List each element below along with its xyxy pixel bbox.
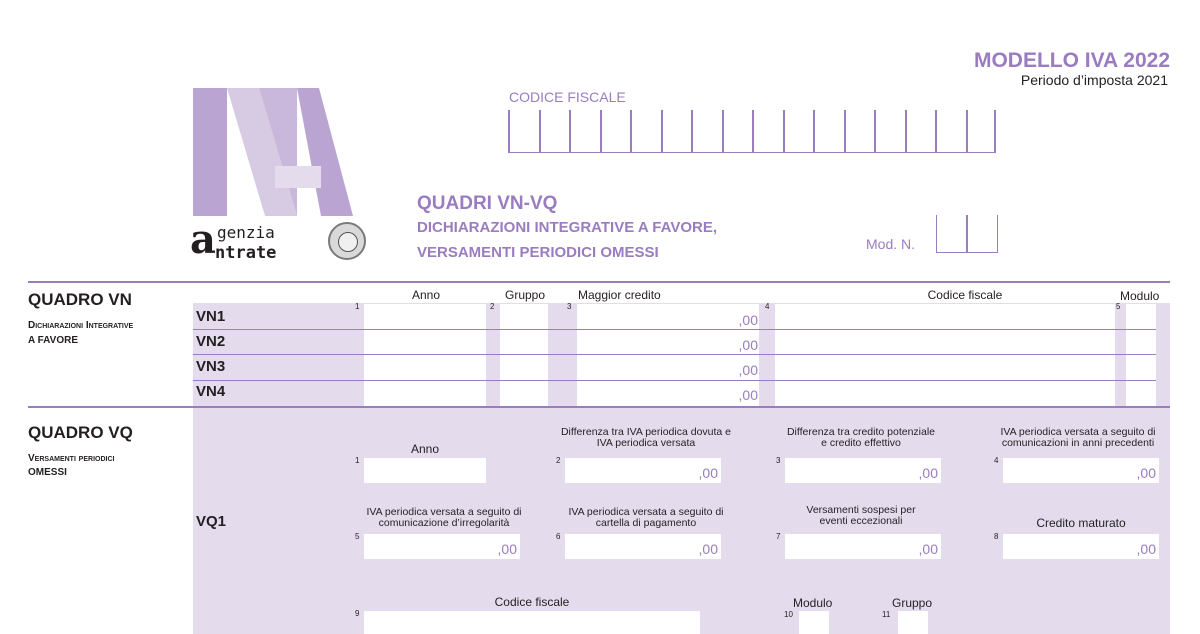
codice-fiscale-box-separator bbox=[569, 110, 571, 152]
vq-decimal-7: ,00 bbox=[918, 541, 938, 557]
vq-anno-field[interactable] bbox=[364, 458, 486, 483]
codice-fiscale-box-separator bbox=[994, 110, 996, 152]
vq-num-11: 11 bbox=[882, 610, 891, 619]
vn-row-label-2: VN2 bbox=[196, 333, 226, 350]
vq-num-3: 3 bbox=[776, 456, 781, 465]
vq-decimal-2: ,00 bbox=[698, 465, 718, 481]
vq-decimal-3: ,00 bbox=[918, 465, 938, 481]
mod-n-boxes[interactable] bbox=[936, 215, 998, 253]
vn-row-label-3: VN3 bbox=[196, 358, 226, 375]
model-title: MODELLO IVA 2022 bbox=[973, 49, 1170, 72]
vn-desc-line2: A FAVORE bbox=[28, 335, 79, 346]
vn-decimal-1: ,00 bbox=[738, 312, 758, 328]
vn-num-1: 1 bbox=[355, 302, 360, 311]
vq-title: QUADRO VQ bbox=[28, 423, 133, 442]
vq-num-9: 9 bbox=[355, 609, 360, 618]
vn-modulo-column[interactable] bbox=[1126, 304, 1156, 406]
vn-num-2: 2 bbox=[490, 302, 495, 311]
vq-label-9: Codice fiscale bbox=[494, 595, 570, 609]
codice-fiscale-boxes[interactable] bbox=[508, 110, 996, 153]
vq-num-7: 7 bbox=[776, 532, 781, 541]
vq-decimal-6: ,00 bbox=[698, 541, 718, 557]
vn-num-4: 4 bbox=[765, 302, 770, 311]
iva-logo bbox=[193, 88, 353, 228]
vq-gruppo-field[interactable] bbox=[898, 611, 928, 634]
vq-label-4: IVA periodica versata a seguito di comunicazioni in anni precedenti bbox=[1000, 426, 1156, 449]
vq-desc-line1: Versamenti periodici bbox=[28, 453, 115, 464]
iva-logo-graphic bbox=[193, 88, 353, 228]
vq-modulo-field[interactable] bbox=[799, 611, 829, 634]
subtitle-line1: DICHIARAZIONI INTEGRATIVE A FAVORE, bbox=[417, 219, 718, 236]
codice-fiscale-box-separator bbox=[844, 110, 846, 152]
vn-decimal-4: ,00 bbox=[738, 387, 758, 403]
vq-codice-fiscale-field[interactable] bbox=[364, 611, 700, 634]
vq-num-8: 8 bbox=[994, 532, 999, 541]
vn-col-gruppo: Gruppo bbox=[504, 288, 546, 302]
vq-num-5: 5 bbox=[355, 532, 360, 541]
vq-decimal-5: ,00 bbox=[497, 541, 517, 557]
emblem-icon bbox=[328, 222, 366, 260]
vq-label-3: Differenza tra credito potenziale e credito effettivo bbox=[786, 426, 936, 449]
vn-col-anno: Anno bbox=[411, 288, 441, 302]
quadri-title: QUADRI VN-VQ bbox=[417, 193, 558, 214]
codice-fiscale-box-separator bbox=[935, 110, 937, 152]
vn-title: QUADRO VN bbox=[28, 290, 132, 309]
codice-fiscale-box-separator bbox=[783, 110, 785, 152]
vn-num-3: 3 bbox=[567, 302, 572, 311]
vq-label-8: Credito maturato bbox=[1036, 516, 1126, 530]
vq-num-2: 2 bbox=[556, 456, 561, 465]
vq-row-label: VQ1 bbox=[196, 513, 227, 530]
agency-logo-line2: ntrate bbox=[215, 243, 277, 263]
codice-fiscale-box-separator bbox=[905, 110, 907, 152]
mod-n-label: Mod. N. bbox=[866, 236, 916, 252]
vq-num-1: 1 bbox=[355, 456, 360, 465]
vn-decimal-2: ,00 bbox=[738, 337, 758, 353]
vq-label-1: Anno bbox=[410, 442, 440, 456]
vq-label-10: Modulo bbox=[793, 596, 833, 610]
agency-logo-line1: genzia bbox=[217, 223, 275, 242]
codice-fiscale-box-separator bbox=[600, 110, 602, 152]
vn-row-divider-1 bbox=[193, 329, 1156, 330]
vn-col-modulo: Modulo bbox=[1120, 289, 1160, 303]
vn-row-label-1: VN1 bbox=[196, 308, 226, 325]
vq-decimal-4: ,00 bbox=[1136, 465, 1156, 481]
vn-num-5: 5 bbox=[1116, 302, 1121, 311]
vq-num-10: 10 bbox=[784, 610, 793, 619]
vn-col-maggior-credito: Maggior credito bbox=[578, 288, 661, 302]
vn-gruppo-column[interactable] bbox=[500, 304, 548, 406]
vn-anno-column[interactable] bbox=[364, 304, 486, 406]
codice-fiscale-box-separator bbox=[966, 110, 968, 152]
codice-fiscale-box-separator bbox=[539, 110, 541, 152]
codice-fiscale-box-separator bbox=[661, 110, 663, 152]
vq-decimal-8: ,00 bbox=[1136, 541, 1156, 557]
vn-desc-line1: Dichiarazioni Integrative bbox=[28, 320, 134, 331]
vn-top-divider bbox=[28, 281, 1170, 283]
vq-num-4: 4 bbox=[994, 456, 999, 465]
agency-logo bbox=[190, 218, 370, 268]
vq-desc-line2: OMESSI bbox=[28, 467, 67, 478]
vn-row-divider-3 bbox=[193, 380, 1156, 381]
codice-fiscale-box-separator bbox=[630, 110, 632, 152]
vn-codice-fiscale-column[interactable] bbox=[775, 304, 1115, 406]
tax-period: Periodo d’imposta 2021 bbox=[1020, 72, 1168, 88]
codice-fiscale-box-separator bbox=[752, 110, 754, 152]
vq-label-6: IVA periodica versata a seguito di cartella di pagamento bbox=[568, 506, 724, 529]
vq-label-11: Gruppo bbox=[892, 596, 933, 610]
vn-row-divider-2 bbox=[193, 354, 1156, 355]
vq-label-5: IVA periodica versata a seguito di comunicazione d’irregolarità bbox=[366, 506, 522, 529]
agency-logo-a: a bbox=[190, 216, 216, 263]
codice-fiscale-box-separator bbox=[813, 110, 815, 152]
subtitle-line2: VERSAMENTI PERIODICI OMESSI bbox=[417, 244, 659, 261]
codice-fiscale-box-separator bbox=[722, 110, 724, 152]
codice-fiscale-box-separator bbox=[691, 110, 693, 152]
vq-label-2: Differenza tra IVA periodica dovuta e IVA periodica versata bbox=[560, 426, 732, 449]
vq-label-7: Versamenti sospesi per eventi eccezionali bbox=[806, 504, 916, 527]
vn-col-codice-fiscale: Codice fiscale bbox=[927, 288, 1003, 302]
vn-row-label-4: VN4 bbox=[196, 383, 226, 400]
vq-num-6: 6 bbox=[556, 532, 561, 541]
vn-decimal-3: ,00 bbox=[738, 362, 758, 378]
codice-fiscale-box-separator bbox=[508, 110, 510, 152]
codice-fiscale-box-separator bbox=[874, 110, 876, 152]
codice-fiscale-label: CODICE FISCALE bbox=[509, 89, 626, 105]
